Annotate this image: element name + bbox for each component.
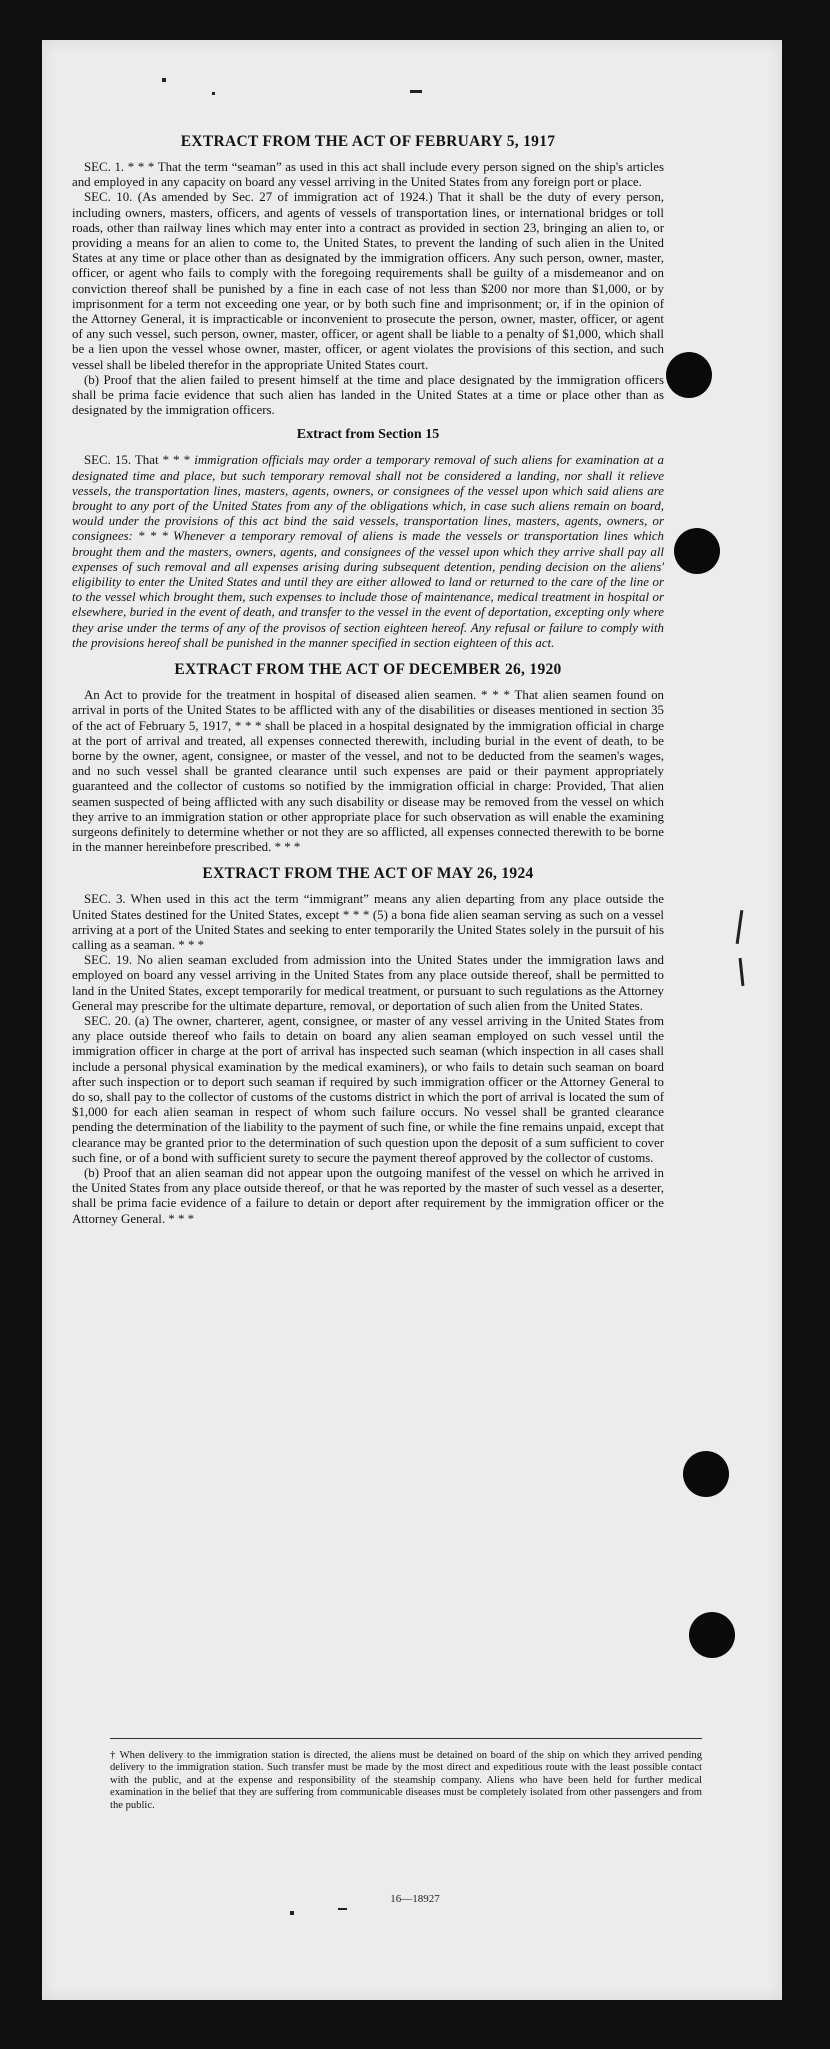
paragraph: (b) Proof that an alien seaman did not appear upon the outgoing manifest of the vessel on which he arrived in the United States from any place outside thereof, or that he was reported by the master of such vessel as a deserter, shall be prima facie evidence of a failure to detain or deport after requirement by the immigration officer or the Attorney General. * * *	[72, 1165, 664, 1226]
section-subheading: Extract from Section 15	[296, 427, 440, 443]
paragraph-lead: SEC. 15. That * * *	[84, 453, 191, 468]
paragraph-italic-text: immigration officials may order a temporary removal of such aliens for examination at a designated time and place, but such temporary removal shall not be considered a landing, nor shall it relieve vessels, the transportation lines, masters, agents, owners, or consignees of the vessel upon which said aliens are brought to any port of the United States from any of the obligations which, in case such aliens remain on board, would under the provisions of this act bind the said vessels, transportation lines, masters, agents, owners, or consignees: * * * Whenever a temporary removal of aliens is made the vessels or transportation lines which brought them and the masters, owners, agents, and consignees of the vessel upon which they arrive shall pay all expenses of such removal and all expenses arising during subsequent detention, pending decision on the aliens' eligibility to enter the United States and until they are either allowed to land or returned to the care of the line or to the vessel which brought them, such expenses to include those of maintenance, medical treatment in hospital or elsewhere, buried in the event of death, and transfer to the vessel in the event of deportation, excepting only where they arise under the terms of any of the provisos of section eighteen hereof. Any refusal or failure to comply with the provisions hereof shall be punished in the manner specified in section eighteen of this act.	[72, 453, 664, 650]
section-dec-1920	[72, 661, 664, 855]
section-feb-1917	[72, 133, 664, 418]
print-code: 16—18927	[390, 1893, 440, 1905]
paragraph: SEC. 3. When used in this act the term “immigrant” means any alien departing from any place outside the United States destined for the United States, except * * * (5) a bona fide alien seaman serving as such on a vessel arriving at a port of the United States and seeking to enter temporarily the United States solely in the pursuit of his calling as a seaman. * * *	[72, 892, 664, 952]
section-15-extract	[72, 427, 664, 651]
footnote-divider	[110, 1738, 702, 1739]
punch-hole	[666, 352, 712, 398]
speck	[338, 1908, 347, 1910]
speck	[212, 92, 215, 95]
section-heading: EXTRACT FROM THE ACT OF FEBRUARY 5, 1917	[180, 133, 556, 150]
punch-hole	[674, 528, 720, 574]
section-heading: EXTRACT FROM THE ACT OF MAY 26, 1924	[202, 865, 534, 883]
paragraph	[72, 453, 664, 651]
document-body	[72, 133, 664, 1227]
paragraph: An Act to provide for the treatment in hospital of diseased alien seamen. * * * That alien seamen found on arrival in ports of the United States to be afflicted with any of the disabilities or diseases mentioned in section 35 of the act of February 5, 1917, * * * shall be placed in a hospital designated by the immigration official in charge at the port of arrival and treated, all expenses connected therewith, including burial in the event of death, to be borne by the owner, agent, consignee, or master of the vessel, and not to be deducted from the seamen's wages, and no such vessel shall be granted clearance until such expenses are paid or their payment appropriately guaranteed and the collector of customs so notified by the immigration official in charge: Provided, That alien seamen suspected of being afflicted with any such disability or disease may be removed from the vessel on which they arrive to an immigration station or other appropriate place for such observation as will enable the examining surgeons definitely to determine whether or not they are so afflicted, all expenses connected therewith to be borne in the manner hereinbefore prescribed. * * *	[72, 688, 664, 855]
paragraph: SEC. 1. * * * That the term “seaman” as used in this act shall include every person signed on the ship's articles and employed in any capacity on board any vessel arriving in the United States from any foreign port or place.	[72, 160, 664, 190]
footnote: † When delivery to the immigration station is directed, the aliens must be detained on board of the ship on which they arrived pending delivery to the immigration station. Such transfer must be made by the most direct and expeditious route with the least possible contact with the public, and at the expense and responsibility of the steamship company. Aliens who have been held for further medical examination in the belief that they are suffering from communicable diseases must be completely isolated from other passengers and from the public.	[110, 1750, 702, 1811]
speck	[290, 1911, 294, 1915]
punch-hole	[683, 1451, 729, 1497]
section-heading: EXTRACT FROM THE ACT OF DECEMBER 26, 1920	[174, 661, 562, 679]
speck	[162, 78, 166, 82]
speck	[410, 90, 422, 93]
paragraph: SEC. 19. No alien seaman excluded from admission into the United States under the immigration laws and employed on board any vessel arriving in the United States from any place outside thereof, shall be permitted to land in the United States, except temporarily for medical treatment, or pursuant to such regulations as the Attorney General may prescribe for the ultimate departure, removal, or deportation of such alien from the United States.	[72, 953, 664, 1013]
paragraph: SEC. 10. (As amended by Sec. 27 of immigration act of 1924.) That it shall be the duty of every person, including owners, masters, officers, and agents of vessels of transportation lines, or international bridges or toll roads, other than railway lines which may enter into a contract as provided in section 23, bringing an alien to, or providing a means for an alien to come to, the United States, to prevent the landing of such alien in the United States at any time or place other than as designated by the immigration officers. Any such person, owner, master, officer, or agent who fails to comply with the foregoing requirements shall be guilty of a misdemeanor and on conviction thereof shall be punished by a fine in each case of not less than $200 nor more than $1,000, or by imprisonment for a term not exceeding one year, or by both such fine and imprisonment; or, if in the opinion of the Attorney General, it is impracticable or inconvenient to prosecute the person, owner, master, officer, or agent of any such vessel, such person, owner, master, officer, or agent shall be liable to a penalty of $1,000, which shall be a lien upon the vessel whose owner, master, officer, or agent violates the provisions of this section, and such vessel shall be libeled therefor in the appropriate United States court.	[72, 190, 664, 372]
punch-hole	[689, 1612, 735, 1658]
section-may-1924	[72, 865, 664, 1226]
paragraph: (b) Proof that the alien failed to present himself at the time and place designated by the immigration officers shall be prima facie evidence that such alien has landed in the United States at a time or place other than as designated by the immigration officers.	[72, 372, 664, 418]
paragraph: SEC. 20. (a) The owner, charterer, agent, consignee, or master of any vessel arriving in the United States from any place outside thereof who fails to detain on board any alien seaman employed on such vessel until the immigration officer in charge at the port of arrival has inspected such seaman (which inspection in all cases shall include a personal physical examination by the medical examiners), or who fails to detain such seaman on board after such inspection or to deport such seaman if required by such immigration officer or the Attorney General to do so, shall pay to the collector of customs of the customs district in which the port of arrival is located the sum of $1,000 for each alien seaman in respect of whom such failure occurs. No vessel shall be granted clearance pending the determination of the liability to the payment of such fine, or while the fine remains unpaid, except that clearance may be granted prior to the determination of such question upon the deposit of a sum sufficient to cover such fine, or of a bond with sufficient surety to secure the payment thereof approved by the collector of customs.	[72, 1013, 664, 1165]
